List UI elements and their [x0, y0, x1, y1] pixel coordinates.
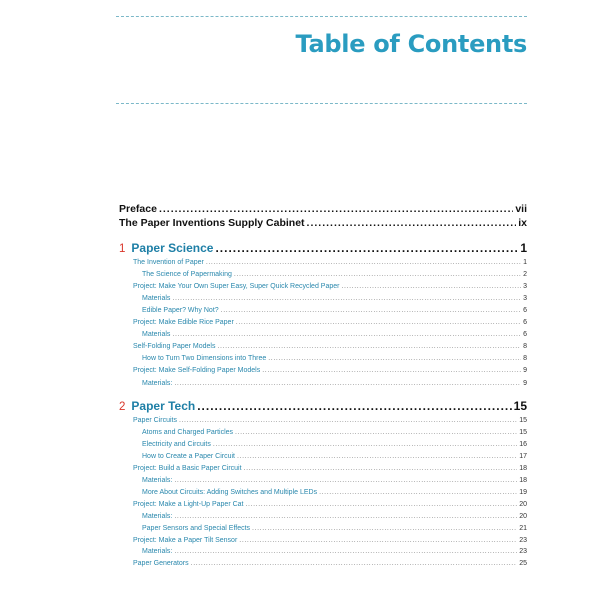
toc-entry[interactable]: [119, 283, 527, 290]
toc-entry-title: The Paper Inventions Supply Cabinet: [119, 217, 305, 229]
dot-leader: [341, 283, 521, 290]
top-divider: [116, 16, 527, 17]
dot-leader: [174, 380, 521, 387]
dot-leader: [215, 241, 518, 255]
toc-entry-title: Edible Paper? Why Not?: [142, 307, 219, 315]
toc-page-number: 20: [519, 512, 527, 520]
dot-leader: [197, 399, 511, 413]
toc-page-number: 8: [523, 343, 527, 351]
toc-entry[interactable]: [119, 355, 527, 362]
toc-entry[interactable]: [119, 560, 527, 567]
dot-leader: [174, 548, 517, 555]
toc-entry-title: Self-Folding Paper Models: [133, 343, 216, 351]
toc-entry[interactable]: [119, 271, 527, 278]
toc-entry[interactable]: [119, 295, 527, 302]
toc-front-matter-item[interactable]: [119, 217, 527, 229]
chapter-number: 2: [119, 401, 126, 413]
toc-page-number: 9: [523, 379, 527, 387]
toc-entry[interactable]: [119, 319, 527, 326]
toc-front-matter-item[interactable]: [119, 203, 527, 215]
toc-entry[interactable]: [119, 548, 527, 555]
toc-entry-title: How to Turn Two Dimensions into Three: [142, 355, 267, 363]
chapter-title: Paper Science: [131, 241, 214, 255]
toc-page-number: 6: [523, 307, 527, 315]
toc-entry[interactable]: [119, 429, 527, 436]
toc-entry-title: Materials:: [142, 476, 173, 484]
toc-entry-title: Atoms and Charged Particles: [142, 428, 234, 436]
toc-entry[interactable]: [119, 331, 527, 338]
toc-chapter-heading[interactable]: [119, 241, 527, 255]
toc-entry[interactable]: [119, 465, 527, 472]
toc-entry[interactable]: [119, 453, 527, 460]
dot-leader: [246, 501, 518, 508]
toc-entry[interactable]: [119, 525, 527, 532]
toc-page-number: ix: [518, 217, 527, 229]
dot-leader: [174, 477, 517, 484]
toc-page-number: 2: [523, 271, 527, 279]
toc-page-number: 19: [519, 488, 527, 496]
toc-entry[interactable]: [119, 343, 527, 350]
dot-leader: [172, 331, 521, 338]
toc-page-number: 9: [523, 367, 527, 375]
dot-leader: [191, 560, 518, 567]
toc-entry-title: Preface: [119, 203, 157, 215]
toc-entry-title: Project: Make Edible Rice Paper: [133, 319, 234, 327]
toc-page-number: 17: [519, 452, 527, 460]
toc-entry[interactable]: [119, 501, 527, 508]
toc-entry-title: Materials:: [142, 548, 173, 556]
toc-entry-title: Project: Build a Basic Paper Circuit: [133, 464, 242, 472]
toc-entry[interactable]: [119, 259, 527, 266]
toc-page-number: 1: [523, 259, 527, 266]
dot-leader: [239, 537, 517, 544]
chapter-title: Paper Tech: [131, 399, 196, 413]
toc-entry[interactable]: [119, 477, 527, 484]
toc-entry-title: Paper Circuits: [133, 417, 177, 424]
toc-entry-title: The Invention of Paper: [133, 259, 204, 266]
toc-page-number: 16: [519, 440, 527, 448]
toc-entry-title: Electricity and Circuits: [142, 440, 211, 448]
toc-entry-title: Project: Make a Light-Up Paper Cat: [133, 500, 244, 508]
toc-entry-title: More About Circuits: Adding Switches and Multiple LEDs: [142, 488, 318, 496]
dot-leader: [252, 525, 517, 532]
dot-leader: [174, 513, 517, 520]
toc-entry-title: Paper Generators: [133, 560, 189, 568]
toc-page-number: 6: [523, 319, 527, 327]
toc-entry-title: Materials:: [142, 512, 173, 520]
chapter-number: 1: [119, 243, 126, 255]
dot-leader: [206, 259, 521, 266]
toc-page-number: 15: [519, 417, 527, 424]
dot-leader: [213, 441, 517, 448]
toc-page-number: 8: [523, 355, 527, 363]
toc-page-number: 23: [519, 548, 527, 556]
toc-entry[interactable]: [119, 441, 527, 448]
toc-page-number: 23: [519, 536, 527, 544]
dot-leader: [172, 295, 521, 302]
dot-leader: [236, 319, 521, 326]
dot-leader: [268, 355, 521, 362]
toc-entry[interactable]: [119, 537, 527, 544]
toc-page-number: 15: [519, 428, 527, 436]
dot-leader: [244, 465, 518, 472]
dot-leader: [221, 307, 521, 314]
toc-entry[interactable]: [119, 307, 527, 314]
toc-page-number: 18: [519, 476, 527, 484]
page-title: Table of Contents: [295, 30, 527, 58]
dot-leader: [159, 203, 513, 215]
toc-entry-title: Materials: [142, 331, 171, 339]
toc-entry-title: Materials:: [142, 379, 173, 387]
bottom-divider: [116, 103, 527, 104]
toc-page-number: 1: [520, 241, 527, 255]
toc-page-number: 25: [519, 560, 527, 568]
dot-leader: [234, 271, 521, 278]
toc-entry[interactable]: [119, 367, 527, 374]
dot-leader: [319, 489, 517, 496]
dot-leader: [179, 417, 517, 424]
dot-leader: [262, 367, 521, 374]
toc-page-number: 3: [523, 283, 527, 291]
dot-leader: [218, 343, 522, 350]
toc-entry-title: Project: Make Self-Folding Paper Models: [133, 367, 261, 375]
toc-entry-title: Paper Sensors and Special Effects: [142, 524, 251, 532]
toc-page-number: 21: [519, 524, 527, 532]
toc-entry[interactable]: [119, 489, 527, 496]
toc-entry-title: The Science of Papermaking: [142, 271, 232, 279]
toc-entry-title: How to Create a Paper Circuit: [142, 452, 235, 460]
toc-entry[interactable]: [119, 513, 527, 520]
dot-leader: [237, 453, 517, 460]
toc-page-number: 18: [519, 464, 527, 472]
toc-entry[interactable]: [119, 417, 527, 424]
toc-chapter-heading[interactable]: [119, 399, 527, 413]
dot-leader: [235, 429, 517, 436]
toc-page-number: 20: [519, 500, 527, 508]
toc-page-number: 3: [523, 295, 527, 303]
toc-entry-title: Materials: [142, 295, 171, 303]
toc-page-number: 6: [523, 331, 527, 339]
toc-entry-title: Project: Make a Paper Tilt Sensor: [133, 536, 238, 544]
toc-page-number: 15: [513, 399, 527, 413]
toc-entry-title: Project: Make Your Own Super Easy, Super Quick Recycled Paper: [133, 283, 340, 291]
toc-page-number: vii: [515, 203, 527, 215]
toc-entry[interactable]: [119, 380, 527, 387]
dot-leader: [307, 217, 517, 229]
